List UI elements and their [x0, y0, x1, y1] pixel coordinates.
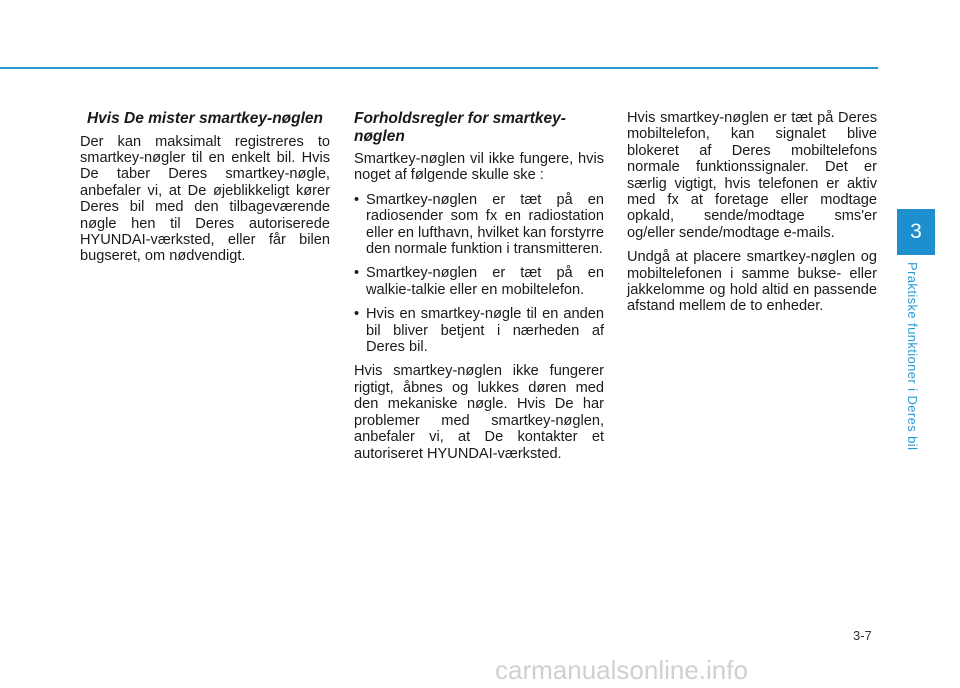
page-number: 3-7 [853, 628, 872, 643]
chapter-title: Praktiske funktioner i Deres bil [905, 262, 920, 451]
section-heading-lost-key: Hvis De mister smartkey-nøglen [86, 110, 324, 127]
bullet-icon: • [354, 191, 360, 208]
column-3 [627, 110, 877, 323]
top-rule [0, 67, 878, 69]
list-item-text: Smartkey-nøglen er tæt på en walkie-talkie eller en mobiltelefon. [366, 265, 604, 298]
precautions-list [354, 192, 604, 356]
list-item [354, 192, 604, 258]
watermark: carmanualsonline.info [495, 655, 748, 685]
list-item-text: Hvis en smartkey-nøgle til en anden bil bliver betjent i nærheden af Deres bil. [366, 306, 604, 356]
list-item [354, 306, 604, 355]
precautions-closing: Hvis smartkey-nøglen ikke fungerer rigtigt, åbnes og lukkes døren med den mekaniske nøgle. Hvis De har problemer med smartkey-nøglen, anbefaler vi, at De kontakter et autoriseret HYUNDAI-værksted. [354, 363, 604, 462]
bullet-icon: • [354, 306, 360, 323]
precautions-intro: Smartkey-nøglen vil ikke fungere, hvis noget af følgende skulle ske : [354, 151, 604, 184]
section-heading-precautions: Forholdsregler for smartkey-nøglen [354, 110, 566, 145]
lost-key-paragraph: Der kan maksimalt registreres to smartkey-nøgler til en enkelt bil. Hvis De taber Deres smartkey-nøgle, anbefaler vi, at De øjeblikkeligt kører Deres bil med den tilbageværende nøgle hen til Deres autoriserede HYUNDAI-værksted, eller får bilen bugseret, om nødvendigt. [80, 133, 330, 265]
list-item-text: Smartkey-nøglen er tæt på en radiosender som fx en radiostation eller en lufthavn, hvilket kan forstyrre den normale funktion i transmitteren. [366, 191, 604, 258]
pocket-advice-paragraph: Undgå at placere smartkey-nøglen og mobiltelefonen i samme bukse- eller jakkelomme og hold altid en passende afstand mellem de to enheder. [627, 249, 877, 315]
bullet-icon: • [354, 265, 360, 282]
column-2 [354, 110, 604, 470]
list-item [354, 265, 604, 298]
column-1 [80, 110, 330, 273]
chapter-number-tab: 3 [897, 209, 935, 255]
mobile-phone-paragraph: Hvis smartkey-nøglen er tæt på Deres mobiltelefon, kan signalet blive blokeret af Deres mobiltelefons normale funktionssignaler. Det er særlig vigtigt, hvis telefonen er aktiv med fx at foretage eller modtage opkald, sende/modtage sms'er og/eller sende/modtage e-mails. [627, 110, 877, 241]
